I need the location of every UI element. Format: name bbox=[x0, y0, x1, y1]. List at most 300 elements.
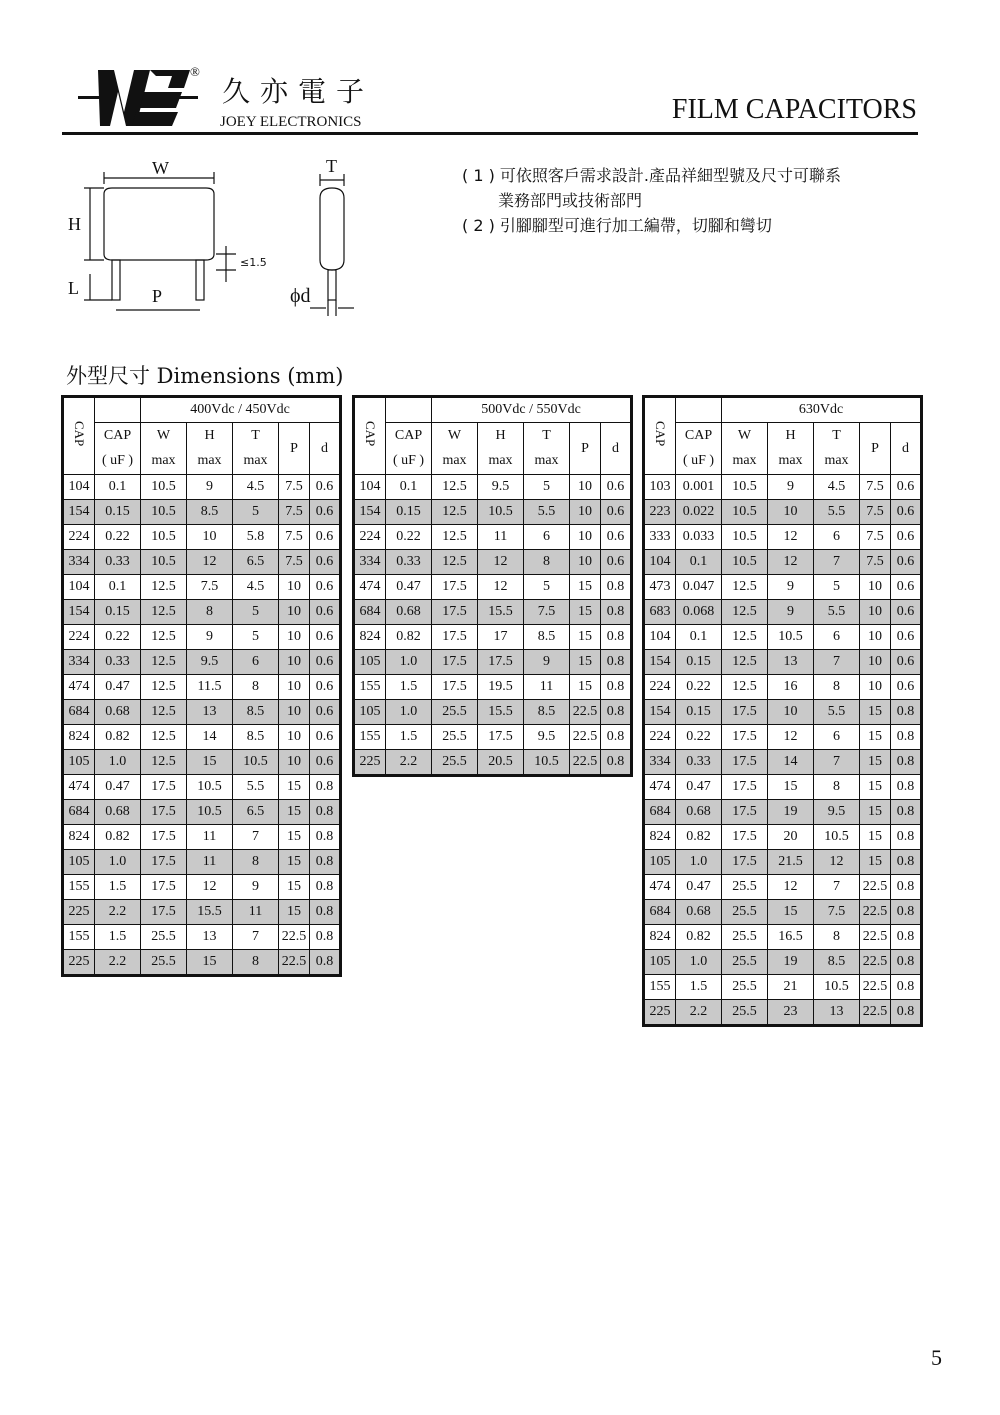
cell-lead-diameter: 0.6 bbox=[891, 650, 922, 675]
cell-lead-diameter: 0.6 bbox=[891, 675, 922, 700]
cell-width: 25.5 bbox=[722, 925, 768, 950]
cell-pitch: 7.5 bbox=[860, 525, 891, 550]
cell-height: 13 bbox=[187, 700, 233, 725]
table-row bbox=[63, 950, 341, 976]
table-row bbox=[354, 525, 632, 550]
table-row bbox=[354, 700, 632, 725]
cell-height: 9 bbox=[187, 475, 233, 500]
cell-cap-code: 105 bbox=[354, 700, 386, 725]
cell-capacitance: 2.2 bbox=[676, 1000, 722, 1026]
cell-cap-code: 334 bbox=[63, 650, 95, 675]
cell-thickness: 8 bbox=[814, 675, 860, 700]
cell-height: 15 bbox=[187, 950, 233, 976]
cell-cap-code: 684 bbox=[63, 700, 95, 725]
table-row bbox=[63, 800, 341, 825]
cell-lead-diameter: 0.6 bbox=[310, 525, 341, 550]
cell-height: 15 bbox=[187, 750, 233, 775]
cell-pitch: 7.5 bbox=[860, 475, 891, 500]
table-row bbox=[63, 650, 341, 675]
cell-width: 25.5 bbox=[722, 875, 768, 900]
cell-cap-code: 154 bbox=[644, 650, 676, 675]
header-h: H bbox=[187, 423, 233, 449]
cell-height: 11.5 bbox=[187, 675, 233, 700]
header-h-max: max bbox=[768, 449, 814, 475]
table-row bbox=[644, 600, 922, 625]
cell-capacitance: 0.68 bbox=[386, 600, 432, 625]
cell-width: 17.5 bbox=[722, 775, 768, 800]
cell-lead-diameter: 0.6 bbox=[310, 625, 341, 650]
cell-height: 16 bbox=[768, 675, 814, 700]
cell-capacitance: 0.33 bbox=[95, 650, 141, 675]
cell-capacitance: 0.47 bbox=[95, 675, 141, 700]
cell-height: 15.5 bbox=[187, 900, 233, 925]
cell-capacitance: 1.0 bbox=[95, 750, 141, 775]
cell-height: 12 bbox=[187, 550, 233, 575]
cell-thickness: 8 bbox=[233, 950, 279, 976]
cell-thickness: 9 bbox=[524, 650, 570, 675]
cell-pitch: 15 bbox=[860, 850, 891, 875]
cell-capacitance: 1.0 bbox=[676, 850, 722, 875]
table-row bbox=[644, 675, 922, 700]
cell-pitch: 10 bbox=[279, 600, 310, 625]
cell-height: 11 bbox=[478, 525, 524, 550]
table-row bbox=[644, 875, 922, 900]
cell-width: 17.5 bbox=[141, 875, 187, 900]
header-d: d bbox=[891, 423, 922, 475]
cell-height: 10.5 bbox=[187, 775, 233, 800]
cell-pitch: 15 bbox=[570, 625, 601, 650]
cell-cap-code: 104 bbox=[63, 575, 95, 600]
cell-lead-diameter: 0.8 bbox=[601, 625, 632, 650]
table-row bbox=[644, 775, 922, 800]
cell-cap-code: 824 bbox=[63, 825, 95, 850]
header-h: H bbox=[478, 423, 524, 449]
cell-thickness: 5.5 bbox=[524, 500, 570, 525]
cell-pitch: 15 bbox=[860, 725, 891, 750]
cell-cap-code: 684 bbox=[354, 600, 386, 625]
cell-width: 17.5 bbox=[141, 800, 187, 825]
cell-capacitance: 0.1 bbox=[95, 475, 141, 500]
label-l: L bbox=[68, 278, 79, 298]
cell-cap-code: 105 bbox=[354, 650, 386, 675]
cell-thickness: 11 bbox=[524, 675, 570, 700]
table-row bbox=[354, 725, 632, 750]
cell-cap-code: 223 bbox=[644, 500, 676, 525]
table-row bbox=[644, 975, 922, 1000]
cell-width: 12.5 bbox=[722, 675, 768, 700]
table-row bbox=[644, 1000, 922, 1026]
cell-capacitance: 0.047 bbox=[676, 575, 722, 600]
table-row bbox=[644, 825, 922, 850]
label-w: W bbox=[152, 158, 169, 178]
cell-capacitance: 0.22 bbox=[386, 525, 432, 550]
cell-pitch: 22.5 bbox=[860, 1000, 891, 1026]
cell-capacitance: 0.15 bbox=[676, 650, 722, 675]
cell-cap-code: 225 bbox=[644, 1000, 676, 1026]
cell-width: 17.5 bbox=[722, 850, 768, 875]
table-row bbox=[354, 600, 632, 625]
table-row bbox=[63, 850, 341, 875]
cell-width: 10.5 bbox=[141, 500, 187, 525]
cell-capacitance: 1.5 bbox=[386, 725, 432, 750]
cell-lead-diameter: 0.8 bbox=[310, 800, 341, 825]
dimensions-table-400-450v bbox=[61, 395, 342, 977]
cell-height: 17.5 bbox=[478, 650, 524, 675]
cell-cap-code: 224 bbox=[354, 525, 386, 550]
table-row bbox=[644, 950, 922, 975]
cell-height: 9.5 bbox=[187, 650, 233, 675]
cell-capacitance: 1.0 bbox=[386, 650, 432, 675]
cell-thickness: 6.5 bbox=[233, 550, 279, 575]
cell-height: 16.5 bbox=[768, 925, 814, 950]
cell-width: 12.5 bbox=[141, 675, 187, 700]
cell-width: 17.5 bbox=[141, 900, 187, 925]
cell-height: 11 bbox=[187, 825, 233, 850]
cell-thickness: 8.5 bbox=[524, 700, 570, 725]
header-cap-code-label: CAP bbox=[363, 420, 378, 447]
cell-lead-diameter: 0.8 bbox=[310, 850, 341, 875]
table-row bbox=[63, 475, 341, 500]
cell-pitch: 15 bbox=[279, 875, 310, 900]
cell-thickness: 6 bbox=[814, 725, 860, 750]
table-row bbox=[354, 575, 632, 600]
cell-pitch: 10 bbox=[570, 475, 601, 500]
cell-capacitance: 2.2 bbox=[95, 950, 141, 976]
cell-cap-code: 104 bbox=[644, 625, 676, 650]
cell-pitch: 10 bbox=[860, 600, 891, 625]
cell-lead-diameter: 0.8 bbox=[891, 875, 922, 900]
cell-height: 10 bbox=[187, 525, 233, 550]
label-lead-length: ≤1.5 bbox=[240, 256, 267, 269]
cell-lead-diameter: 0.6 bbox=[310, 725, 341, 750]
cell-lead-diameter: 0.8 bbox=[891, 925, 922, 950]
header-cap-code bbox=[354, 397, 386, 475]
cell-lead-diameter: 0.8 bbox=[891, 800, 922, 825]
cell-height: 12 bbox=[768, 875, 814, 900]
cell-cap-code: 225 bbox=[354, 750, 386, 776]
cell-cap-code: 824 bbox=[354, 625, 386, 650]
cell-cap-code: 155 bbox=[63, 925, 95, 950]
header-cap: CAP bbox=[386, 423, 432, 449]
cell-lead-diameter: 0.8 bbox=[891, 725, 922, 750]
cell-pitch: 10 bbox=[860, 625, 891, 650]
header-cap-unit: ( uF ) bbox=[386, 449, 432, 475]
cell-height: 12 bbox=[187, 875, 233, 900]
cell-thickness: 7 bbox=[814, 750, 860, 775]
cell-lead-diameter: 0.6 bbox=[310, 575, 341, 600]
cell-width: 10.5 bbox=[141, 550, 187, 575]
cell-width: 12.5 bbox=[141, 700, 187, 725]
cell-thickness: 6 bbox=[524, 525, 570, 550]
cell-lead-diameter: 0.8 bbox=[891, 900, 922, 925]
cell-width: 17.5 bbox=[722, 825, 768, 850]
cell-lead-diameter: 0.8 bbox=[601, 750, 632, 776]
cell-capacitance: 1.5 bbox=[676, 975, 722, 1000]
cell-capacitance: 0.001 bbox=[676, 475, 722, 500]
cell-pitch: 22.5 bbox=[860, 900, 891, 925]
label-h: H bbox=[68, 214, 81, 234]
table-row bbox=[63, 500, 341, 525]
cell-pitch: 22.5 bbox=[860, 975, 891, 1000]
cell-width: 12.5 bbox=[432, 500, 478, 525]
cell-height: 8 bbox=[187, 600, 233, 625]
cell-height: 10.5 bbox=[478, 500, 524, 525]
cell-height: 12 bbox=[478, 575, 524, 600]
cell-capacitance: 0.47 bbox=[676, 875, 722, 900]
cell-height: 21 bbox=[768, 975, 814, 1000]
cell-thickness: 9 bbox=[233, 875, 279, 900]
cell-capacitance: 0.68 bbox=[676, 800, 722, 825]
table-row bbox=[644, 550, 922, 575]
cell-thickness: 10.5 bbox=[233, 750, 279, 775]
cell-width: 25.5 bbox=[141, 925, 187, 950]
cell-lead-diameter: 0.6 bbox=[891, 500, 922, 525]
cell-width: 12.5 bbox=[141, 725, 187, 750]
page-title: FILM CAPACITORS bbox=[671, 94, 917, 125]
cell-height: 20.5 bbox=[478, 750, 524, 776]
cell-pitch: 15 bbox=[860, 800, 891, 825]
cell-thickness: 7.5 bbox=[524, 600, 570, 625]
cell-lead-diameter: 0.8 bbox=[310, 950, 341, 976]
cell-cap-code: 224 bbox=[644, 725, 676, 750]
cell-width: 17.5 bbox=[432, 625, 478, 650]
cell-pitch: 22.5 bbox=[860, 875, 891, 900]
cell-cap-code: 473 bbox=[644, 575, 676, 600]
cell-lead-diameter: 0.6 bbox=[891, 625, 922, 650]
cell-width: 10.5 bbox=[722, 525, 768, 550]
cell-pitch: 7.5 bbox=[860, 500, 891, 525]
cell-capacitance: 0.82 bbox=[95, 725, 141, 750]
label-t: T bbox=[326, 156, 337, 176]
cell-lead-diameter: 0.6 bbox=[310, 500, 341, 525]
cell-capacitance: 1.0 bbox=[676, 950, 722, 975]
table-row bbox=[63, 775, 341, 800]
cell-width: 17.5 bbox=[722, 800, 768, 825]
cell-thickness: 8.5 bbox=[524, 625, 570, 650]
cell-thickness: 7 bbox=[233, 925, 279, 950]
cell-height: 14 bbox=[768, 750, 814, 775]
cell-pitch: 15 bbox=[860, 700, 891, 725]
cell-cap-code: 474 bbox=[644, 875, 676, 900]
cell-thickness: 8 bbox=[814, 775, 860, 800]
cell-lead-diameter: 0.8 bbox=[601, 575, 632, 600]
cell-height: 9 bbox=[187, 625, 233, 650]
table-row bbox=[354, 650, 632, 675]
cell-cap-code: 104 bbox=[354, 475, 386, 500]
cell-lead-diameter: 0.8 bbox=[601, 600, 632, 625]
cell-cap-code: 104 bbox=[644, 550, 676, 575]
cell-lead-diameter: 0.8 bbox=[891, 950, 922, 975]
cell-capacitance: 2.2 bbox=[386, 750, 432, 776]
note-2: ( 2 ) 引腳腳型可進行加工編帶，切腳和彎切 bbox=[462, 216, 772, 235]
cell-capacitance: 0.1 bbox=[95, 575, 141, 600]
cell-pitch: 22.5 bbox=[279, 950, 310, 976]
header-d: d bbox=[310, 423, 341, 475]
cell-pitch: 7.5 bbox=[279, 550, 310, 575]
cell-width: 25.5 bbox=[722, 975, 768, 1000]
cell-cap-code: 154 bbox=[63, 500, 95, 525]
cell-pitch: 15 bbox=[570, 650, 601, 675]
cell-capacitance: 2.2 bbox=[95, 900, 141, 925]
cell-capacitance: 0.033 bbox=[676, 525, 722, 550]
cell-height: 23 bbox=[768, 1000, 814, 1026]
cell-thickness: 7 bbox=[814, 875, 860, 900]
cell-thickness: 5.5 bbox=[814, 600, 860, 625]
cell-pitch: 10 bbox=[279, 575, 310, 600]
cell-height: 10.5 bbox=[187, 800, 233, 825]
header-d: d bbox=[601, 423, 632, 475]
cell-width: 12.5 bbox=[141, 575, 187, 600]
cell-lead-diameter: 0.8 bbox=[310, 900, 341, 925]
cell-height: 12 bbox=[768, 525, 814, 550]
cell-height: 12 bbox=[768, 725, 814, 750]
cell-pitch: 10 bbox=[860, 675, 891, 700]
cell-width: 12.5 bbox=[141, 650, 187, 675]
cell-cap-code: 155 bbox=[354, 675, 386, 700]
cell-lead-diameter: 0.6 bbox=[310, 675, 341, 700]
cell-pitch: 10 bbox=[860, 575, 891, 600]
cell-thickness: 5 bbox=[233, 600, 279, 625]
cell-width: 17.5 bbox=[141, 825, 187, 850]
table-row bbox=[63, 925, 341, 950]
cell-lead-diameter: 0.6 bbox=[310, 650, 341, 675]
cell-thickness: 4.5 bbox=[814, 475, 860, 500]
cell-capacitance: 0.15 bbox=[95, 600, 141, 625]
cell-width: 17.5 bbox=[432, 600, 478, 625]
cell-lead-diameter: 0.6 bbox=[601, 475, 632, 500]
table-row bbox=[354, 675, 632, 700]
label-d: ϕd bbox=[290, 285, 311, 307]
cell-width: 17.5 bbox=[141, 775, 187, 800]
registered-mark: ® bbox=[190, 64, 200, 79]
header-voltage: 630Vdc bbox=[722, 397, 922, 423]
table-row bbox=[644, 850, 922, 875]
header-cap: CAP bbox=[95, 423, 141, 449]
cell-cap-code: 104 bbox=[63, 475, 95, 500]
cell-height: 15.5 bbox=[478, 700, 524, 725]
cell-lead-diameter: 0.8 bbox=[601, 675, 632, 700]
cell-width: 12.5 bbox=[432, 525, 478, 550]
cell-cap-code: 684 bbox=[644, 900, 676, 925]
cell-pitch: 15 bbox=[279, 850, 310, 875]
cell-width: 17.5 bbox=[432, 575, 478, 600]
cell-width: 17.5 bbox=[722, 700, 768, 725]
cell-lead-diameter: 0.8 bbox=[310, 775, 341, 800]
cell-cap-code: 474 bbox=[63, 675, 95, 700]
brand-name-chinese: 久亦電子 bbox=[222, 75, 375, 108]
cell-capacitance: 1.0 bbox=[95, 850, 141, 875]
note-1: ( 1 ) 可依照客戶需求設計.產品祥細型號及尺寸可聯系 bbox=[462, 166, 842, 185]
table-row bbox=[644, 625, 922, 650]
header-h-max: max bbox=[187, 449, 233, 475]
cell-thickness: 6 bbox=[814, 625, 860, 650]
cell-thickness: 6 bbox=[233, 650, 279, 675]
cell-capacitance: 0.022 bbox=[676, 500, 722, 525]
cell-height: 8.5 bbox=[187, 500, 233, 525]
header-cap-unit: ( uF ) bbox=[676, 449, 722, 475]
cell-lead-diameter: 0.6 bbox=[601, 525, 632, 550]
header-cap-code bbox=[644, 397, 676, 475]
cell-lead-diameter: 0.8 bbox=[601, 725, 632, 750]
cell-pitch: 10 bbox=[570, 525, 601, 550]
cell-height: 10 bbox=[768, 700, 814, 725]
cell-pitch: 15 bbox=[279, 900, 310, 925]
cell-pitch: 22.5 bbox=[570, 725, 601, 750]
cell-thickness: 5.5 bbox=[233, 775, 279, 800]
cell-lead-diameter: 0.8 bbox=[891, 850, 922, 875]
cell-width: 10.5 bbox=[141, 475, 187, 500]
cell-thickness: 13 bbox=[814, 1000, 860, 1026]
cell-width: 25.5 bbox=[432, 725, 478, 750]
table-row bbox=[63, 575, 341, 600]
dimensions-table-630v bbox=[642, 395, 923, 1027]
table-row bbox=[644, 650, 922, 675]
cell-capacitance: 0.15 bbox=[95, 500, 141, 525]
cell-thickness: 5 bbox=[233, 500, 279, 525]
cell-height: 9 bbox=[768, 600, 814, 625]
cell-cap-code: 105 bbox=[63, 850, 95, 875]
cell-cap-code: 474 bbox=[354, 575, 386, 600]
cell-capacitance: 1.5 bbox=[386, 675, 432, 700]
cell-width: 12.5 bbox=[141, 600, 187, 625]
cell-height: 12 bbox=[768, 550, 814, 575]
cell-capacitance: 0.82 bbox=[95, 825, 141, 850]
cell-cap-code: 824 bbox=[644, 825, 676, 850]
header-blank bbox=[95, 397, 141, 423]
cell-lead-diameter: 0.6 bbox=[310, 750, 341, 775]
cell-pitch: 10 bbox=[279, 725, 310, 750]
cell-cap-code: 103 bbox=[644, 475, 676, 500]
header-divider bbox=[62, 132, 918, 135]
header-w: W bbox=[141, 423, 187, 449]
cell-capacitance: 0.82 bbox=[676, 825, 722, 850]
cell-thickness: 10.5 bbox=[524, 750, 570, 776]
cell-capacitance: 0.47 bbox=[676, 775, 722, 800]
cell-lead-diameter: 0.8 bbox=[310, 925, 341, 950]
cell-thickness: 5.5 bbox=[814, 500, 860, 525]
table-row bbox=[63, 750, 341, 775]
cell-lead-diameter: 0.6 bbox=[891, 575, 922, 600]
notes bbox=[462, 163, 841, 238]
cell-lead-diameter: 0.8 bbox=[891, 1000, 922, 1026]
cell-capacitance: 0.22 bbox=[676, 675, 722, 700]
cell-width: 17.5 bbox=[722, 725, 768, 750]
cell-pitch: 22.5 bbox=[279, 925, 310, 950]
table-row bbox=[63, 525, 341, 550]
cell-thickness: 5.5 bbox=[814, 700, 860, 725]
header-p: P bbox=[860, 423, 891, 475]
cell-lead-diameter: 0.6 bbox=[891, 600, 922, 625]
cell-lead-diameter: 0.8 bbox=[601, 650, 632, 675]
cell-capacitance: 0.47 bbox=[386, 575, 432, 600]
cell-thickness: 10.5 bbox=[814, 975, 860, 1000]
cell-cap-code: 684 bbox=[644, 800, 676, 825]
cell-cap-code: 333 bbox=[644, 525, 676, 550]
cell-width: 12.5 bbox=[141, 625, 187, 650]
cell-thickness: 4.5 bbox=[233, 475, 279, 500]
cell-cap-code: 154 bbox=[63, 600, 95, 625]
cell-cap-code: 225 bbox=[63, 950, 95, 976]
cell-thickness: 6 bbox=[814, 525, 860, 550]
cell-lead-diameter: 0.8 bbox=[891, 700, 922, 725]
cell-height: 13 bbox=[187, 925, 233, 950]
cell-cap-code: 334 bbox=[354, 550, 386, 575]
cell-pitch: 7.5 bbox=[279, 500, 310, 525]
cell-thickness: 12 bbox=[814, 850, 860, 875]
cell-capacitance: 0.33 bbox=[386, 550, 432, 575]
cell-height: 14 bbox=[187, 725, 233, 750]
cell-cap-code: 155 bbox=[644, 975, 676, 1000]
